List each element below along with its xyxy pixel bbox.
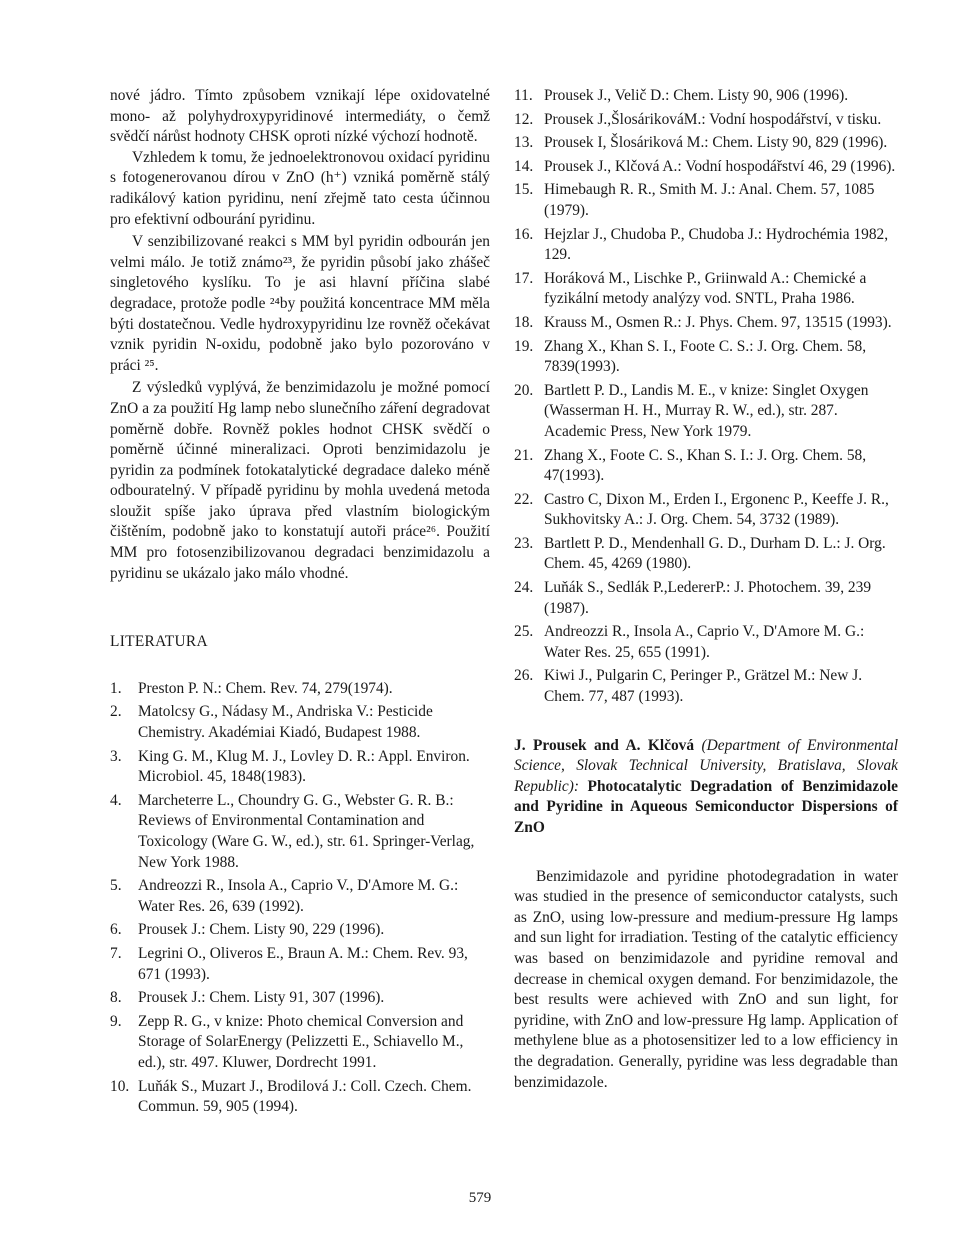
reference-number: 23. [514, 534, 534, 552]
reference-number: 14. [514, 157, 534, 175]
body-paragraph: Z výsledků vyplývá, že benzimidazolu je možné pomocí ZnO a za použití Hg lamp nebo slunečního záření degradovat poměrně dobře. Rovněž pokles hodnot CHSK svědčí o poměrně účinné mineralizaci. Oproti benzimidazolu je pyridin za podmínek fotokatalytické degradace daleko méně odbouratelný. V případě pyridinu by mohla uvedená metoda sloužit spíše jako úprava před vlastním biologickým čištěním, podobně jako to konstatují autoři práce²⁶. Použití MM pro fotosenzibilizovanou degradaci benzimidazolu a pyridinu se ukázalo jako málo vhodné. [110, 379, 490, 582]
reference-number: 5. [110, 877, 122, 895]
reference-text: Luňák S., Muzart J., Brodilová J.: Coll. Czech. Chem. Commun. 59, 905 (1994). [138, 1077, 472, 1116]
reference-text: Prousek J., Klčová A.: Vodní hospodářství 46, 29 (1996). [544, 157, 896, 175]
reference-text: Andreozzi R., Insola A., Caprio V., D'Amore M. G.: Water Res. 26, 639 (1992). [138, 877, 459, 915]
reference-number: 15. [514, 181, 534, 199]
reference-number: 25. [514, 623, 534, 641]
reference-item [514, 313, 898, 334]
reference-number: 20. [514, 381, 534, 399]
reference-item [110, 679, 490, 700]
references-heading: LITERATURA [110, 633, 208, 651]
reference-text: Krauss M., Osmen R.: J. Phys. Chem. 97, 13515 (1993). [544, 313, 892, 331]
reference-text: Luňák S., Sedlák P.,LedererP.: J. Photochem. 39, 239 (1987). [544, 579, 872, 617]
reference-number: 9. [110, 1012, 122, 1030]
reference-item [110, 747, 490, 788]
reference-number: 1. [110, 679, 122, 697]
body-paragraph: Vzhledem k tomu, že jednoelektronovou oxidací pyridinu s fotogenerovanou dírou v ZnO (h⁺) vzniká poměrně stálý radikálový kation pyridinu, není zřejmě tato cesta účinnou pro efektivní odbourání pyridinu. [110, 148, 490, 228]
reference-item [514, 446, 898, 487]
reference-number: 12. [514, 110, 534, 128]
reference-number: 11. [514, 87, 533, 104]
reference-number: 19. [514, 337, 534, 355]
body-paragraph: V senzibilizované reakci s MM byl pyridin odbourán jen velmi málo. Je totiž známo²³, že pyridin působí jako zhášeč singletového kyslíku. To je asi hlavní příčina slabé degradace, protože podle ²⁴by použitá koncentrace MM měla býti dostatečnou. Vedle hydroxypyridinu lze rovněž očekávat vznik pyridin N-oxidu, podobně jako bylo pozorováno v práci ²⁵. [110, 233, 490, 374]
reference-text: Prousek J.: Chem. Listy 90, 229 (1996). [138, 921, 385, 939]
reference-item [110, 1012, 490, 1074]
reference-number: 13. [514, 134, 534, 152]
reference-number: 26. [514, 667, 534, 685]
reference-number: 4. [110, 791, 122, 809]
body-paragraph: nové jádro. Tímto způsobem vznikají lépe oxidovatelné mono- až polyhydroxypyridinové intermediáty, o čemž svědčí nárůst hodnoty CHSK oproti nízké výchozí hodnotě. [110, 87, 490, 146]
reference-item [514, 225, 898, 266]
reference-item [514, 86, 898, 107]
reference-text: Zepp R. G., v knize: Photo chemical Conversion and Storage of SolarEnergy (Pelizzetti E., Schiavello M., ed.), str. 497. Kluwer, Dordrecht 1991. [138, 1012, 464, 1071]
reference-text: Andreozzi R., Insola A., Caprio V., D'Amore M. G.: Water Res. 25, 655 (1991). [544, 623, 865, 661]
reference-text: Kiwi J., Pulgarin C, Peringer P., Grätzel M.: New J. Chem. 77, 487 (1993). [544, 667, 863, 706]
reference-number: 22. [514, 490, 534, 508]
reference-text: Castro C, Dixon M., Erden I., Ergonenc P., Keeffe J. R., Sukhovitsky A.: J. Org. Chem. 54, 3732 (1989). [544, 490, 889, 529]
reference-item [514, 578, 898, 619]
references-list-right [514, 86, 898, 708]
right-column [514, 86, 898, 1093]
reference-text: King G. M., Klug M. J., Lovley D. R.: Appl. Environ. Microbiol. 45, 1848(1983). [138, 747, 470, 786]
references-list-left [110, 679, 490, 1118]
reference-number: 8. [110, 989, 122, 1007]
reference-item [110, 988, 490, 1009]
reference-item [514, 180, 898, 221]
reference-item [514, 381, 898, 443]
reference-text: Horáková M., Lischke P., Griinwald A.: Chemické a fyzikální metody analýzy vod. SNTL, Praha 1986. [544, 269, 867, 308]
reference-item [514, 490, 898, 531]
reference-item [514, 534, 898, 575]
reference-item [514, 133, 898, 154]
reference-item [514, 110, 898, 131]
reference-item [514, 157, 898, 178]
reference-item [110, 702, 490, 743]
reference-item [110, 944, 490, 985]
reference-item [514, 337, 898, 378]
reference-text: Marcheterre L., Choundry G. G., Webster G. R. B.: Reviews of Environmental Contamination and Toxicology (Ware G. W., ed.), str. 61. Springer-Verlag, New York 1988. [138, 791, 475, 871]
reference-text: Matolcsy G., Nádasy M., Andriska V.: Pesticide Chemistry. Akadémiai Kiadó, Budapest 1988. [138, 703, 433, 742]
reference-number: 10. [110, 1077, 130, 1095]
reference-text: Legrini O., Oliveros E., Braun A. M.: Chem. Rev. 93, 671 (1993). [138, 944, 468, 983]
reference-item [514, 622, 898, 663]
reference-number: 6. [110, 921, 122, 939]
reference-text: Hejzlar J., Chudoba P., Chudoba J.: Hydrochémia 1982, 129. [544, 225, 889, 264]
reference-text: Bartlett P. D., Landis M. E., v knize: Singlet Oxygen (Wasserman H. H., Murray R. W., ed.), str. 287. Academic Press, New York 1979. [544, 381, 869, 440]
reference-text: Preston P. N.: Chem. Rev. 74, 279(1974). [138, 679, 393, 697]
abstract-title: Photocatalytic Degradation of Benzimidazole and Pyridine in Aqueous Semiconductor Dispersions of ZnO [514, 777, 898, 836]
reference-item [514, 269, 898, 310]
reference-item [514, 666, 898, 707]
abstract-header [514, 736, 898, 839]
reference-text: Himebaugh R. R., Smith M. J.: Anal. Chem. 57, 1085 (1979). [544, 181, 875, 219]
reference-number: 2. [110, 703, 122, 721]
reference-item [110, 876, 490, 917]
reference-number: 17. [514, 269, 534, 287]
reference-text: Zhang X., Khan S. I., Foote C. S.: J. Org. Chem. 58, 7839(1993). [544, 337, 867, 376]
reference-item [110, 920, 490, 941]
reference-text: Zhang X., Foote C. S., Khan S. I.: J. Org. Chem. 58, 47(1993). [544, 446, 867, 485]
abstract-affiliation: (Department of Environmental Science, Slovak Technical University, Bratislava, Slovak Republic): [514, 736, 898, 795]
page-number: 579 [468, 1190, 492, 1206]
reference-text: Bartlett P. D., Mendenhall G. D., Durham D. L.: J. Org. Chem. 45, 4269 (1980). [544, 534, 886, 573]
reference-number: 16. [514, 225, 534, 243]
abstract-body: Benzimidazole and pyridine photodegradation in water was studied in the presence of semiconductor catalysts, such as ZnO, using low-pressure and medium-pressure Hg lamps and sun light for irradiation. Testing of the catalytic efficiency was based on benzimidazole and pyridine removal and decrease in chemical oxygen demand. For benzimidazole, the best results were achieved with ZnO and sun light, for pyridine, with ZnO and low-pressure Hg lamp. Application of methylene blue as a photosensitizer led to a low efficiency in the degradation. Generally, pyridine was less degradable than benzimidazole. [514, 867, 898, 1091]
reference-number: 24. [514, 579, 534, 597]
reference-number: 7. [110, 944, 122, 962]
reference-number: 3. [110, 747, 122, 765]
reference-text: Prousek I, Šlosáriková M.: Chem. Listy 90, 829 (1996). [544, 134, 888, 152]
reference-text: Prousek J., Velič D.: Chem. Listy 90, 906 (1996). [544, 87, 849, 104]
reference-text: Prousek J.,ŠlosárikováM.: Vodní hospodářství, v tisku. [544, 110, 882, 128]
abstract-authors: J. Prousek and A. Klčová [514, 736, 695, 754]
reference-number: 21. [514, 446, 534, 464]
left-column [110, 86, 490, 1121]
reference-item [110, 1077, 490, 1118]
reference-number: 18. [514, 313, 534, 331]
reference-item [110, 791, 490, 873]
reference-text: Prousek J.: Chem. Listy 91, 307 (1996). [138, 989, 385, 1007]
